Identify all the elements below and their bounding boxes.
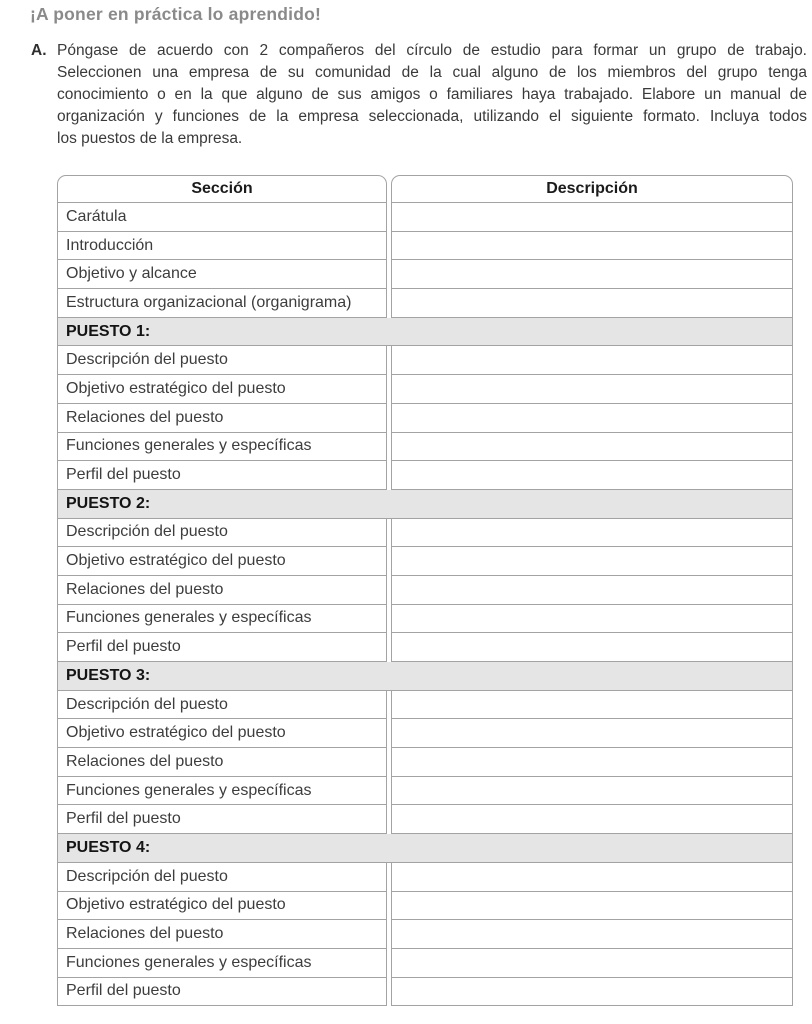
section-item-label: Perfil del puesto	[57, 461, 387, 490]
section-item-label: Objetivo y alcance	[57, 260, 387, 289]
instruction-line: los puestos de la empresa.	[57, 130, 243, 147]
description-cell-blank	[391, 375, 793, 404]
section-item-label: Funciones generales y específicas	[57, 777, 387, 806]
section-header-label: PUESTO 1:	[57, 318, 793, 347]
table-row	[57, 978, 793, 1007]
section-item-label: Funciones generales y específicas	[57, 605, 387, 634]
table-row	[57, 375, 793, 404]
description-cell-blank	[391, 519, 793, 548]
table-header	[57, 175, 793, 203]
section-item-label: Relaciones del puesto	[57, 920, 387, 949]
section-header-label: PUESTO 2:	[57, 490, 793, 519]
section-header-label: PUESTO 3:	[57, 662, 793, 691]
section-item-label: Introducción	[57, 232, 387, 261]
section-header-row	[57, 490, 793, 519]
description-cell-blank	[391, 978, 793, 1007]
table-row	[57, 346, 793, 375]
section-item-label: Descripción del puesto	[57, 691, 387, 720]
table-row	[57, 260, 793, 289]
header-row	[57, 175, 793, 203]
section-item-label: Funciones generales y específicas	[57, 949, 387, 978]
instruction-line: organización y funciones de la empresa seleccionada, utilizando el siguiente formato. Incluya todos	[57, 108, 807, 125]
table-row	[57, 748, 793, 777]
table-row	[57, 547, 793, 576]
table-row	[57, 289, 793, 318]
table-row	[57, 892, 793, 921]
description-cell-blank	[391, 863, 793, 892]
table-row	[57, 519, 793, 548]
section-item-label: Funciones generales y específicas	[57, 433, 387, 462]
section-item-label: Relaciones del puesto	[57, 404, 387, 433]
description-cell-blank	[391, 547, 793, 576]
section-item-label: Perfil del puesto	[57, 633, 387, 662]
description-cell-blank	[391, 461, 793, 490]
description-cell-blank	[391, 576, 793, 605]
description-cell-blank	[391, 289, 793, 318]
description-cell-blank	[391, 691, 793, 720]
table-row	[57, 691, 793, 720]
description-cell-blank	[391, 892, 793, 921]
section-item-label: Descripción del puesto	[57, 346, 387, 375]
section-header-label: PUESTO 4:	[57, 834, 793, 863]
table-row	[57, 605, 793, 634]
exercise-item-label: A.	[31, 42, 47, 59]
page-title: ¡A poner en práctica lo aprendido!	[30, 4, 322, 24]
description-cell-blank	[391, 605, 793, 634]
section-item-label: Estructura organizacional (organigrama)	[57, 289, 387, 318]
description-cell-blank	[391, 203, 793, 232]
description-cell-blank	[391, 748, 793, 777]
section-item-label: Objetivo estratégico del puesto	[57, 375, 387, 404]
section-item-label: Perfil del puesto	[57, 978, 387, 1007]
description-cell-blank	[391, 719, 793, 748]
instruction-line: conocimiento o en la que alguno de sus amigos o familiares haya trabajado. Elabore un manual de	[57, 86, 807, 103]
table-row	[57, 719, 793, 748]
description-cell-blank	[391, 232, 793, 261]
table-row	[57, 461, 793, 490]
instruction-line: Póngase de acuerdo con 2 compañeros del círculo de estudio para formar un grupo de trabajo.	[57, 42, 807, 59]
table-row	[57, 949, 793, 978]
table-row	[57, 777, 793, 806]
column-header-descripcion: Descripción	[391, 175, 793, 203]
table-row	[57, 576, 793, 605]
table-row	[57, 203, 793, 232]
section-item-label: Descripción del puesto	[57, 863, 387, 892]
table-row	[57, 433, 793, 462]
table-row	[57, 404, 793, 433]
table-row	[57, 232, 793, 261]
table-row	[57, 920, 793, 949]
table-row	[57, 863, 793, 892]
description-cell-blank	[391, 920, 793, 949]
description-cell-blank	[391, 777, 793, 806]
table-body	[57, 203, 793, 1006]
section-item-label: Carátula	[57, 203, 387, 232]
section-item-label: Perfil del puesto	[57, 805, 387, 834]
description-cell-blank	[391, 404, 793, 433]
exercise-instructions	[57, 40, 807, 150]
section-item-label: Objetivo estratégico del puesto	[57, 719, 387, 748]
section-item-label: Descripción del puesto	[57, 519, 387, 548]
table-row	[57, 805, 793, 834]
description-cell-blank	[391, 805, 793, 834]
section-item-label: Objetivo estratégico del puesto	[57, 892, 387, 921]
manual-format-table	[53, 175, 797, 1006]
description-cell-blank	[391, 260, 793, 289]
table-row	[57, 633, 793, 662]
section-header-row	[57, 662, 793, 691]
section-item-label: Relaciones del puesto	[57, 748, 387, 777]
description-cell-blank	[391, 433, 793, 462]
section-header-row	[57, 318, 793, 347]
description-cell-blank	[391, 949, 793, 978]
section-item-label: Objetivo estratégico del puesto	[57, 547, 387, 576]
description-cell-blank	[391, 346, 793, 375]
section-item-label: Relaciones del puesto	[57, 576, 387, 605]
description-cell-blank	[391, 633, 793, 662]
instruction-line: Seleccionen una empresa de su comunidad de la cual alguno de los miembros del grupo tenga	[57, 64, 807, 81]
column-header-seccion: Sección	[57, 175, 387, 203]
section-header-row	[57, 834, 793, 863]
